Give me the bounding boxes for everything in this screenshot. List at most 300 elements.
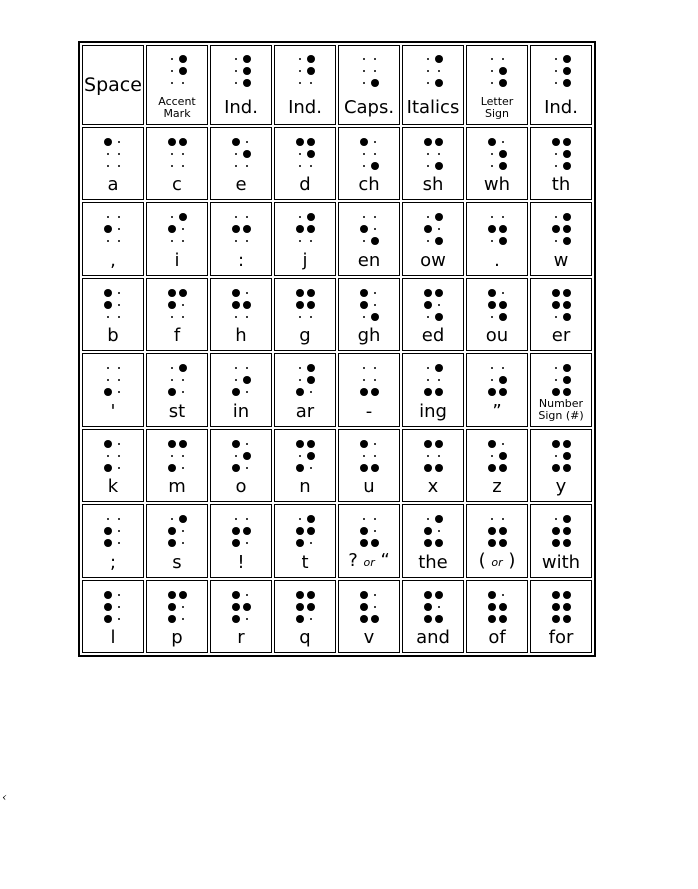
raised-dot xyxy=(433,77,444,89)
braille-cell xyxy=(466,580,528,653)
braille-dots xyxy=(422,513,444,549)
empty-dot xyxy=(230,235,241,247)
empty-dot xyxy=(241,211,252,223)
braille-label: x xyxy=(427,476,439,498)
braille-cell xyxy=(402,202,464,275)
raised-dot xyxy=(550,438,561,450)
raised-dot xyxy=(241,601,252,613)
braille-label: ? or “ xyxy=(348,549,390,571)
raised-dot xyxy=(177,287,188,299)
empty-dot xyxy=(497,589,508,601)
braille-label: e xyxy=(235,174,247,196)
raised-dot xyxy=(497,235,508,247)
raised-dot xyxy=(305,223,316,235)
raised-dot xyxy=(497,311,508,323)
stray-mark: ‹ xyxy=(2,790,7,804)
empty-dot xyxy=(177,374,188,386)
raised-dot xyxy=(561,223,572,235)
raised-dot xyxy=(230,589,241,601)
empty-dot xyxy=(113,223,124,235)
braille-cell xyxy=(274,202,336,275)
empty-dot xyxy=(422,160,433,172)
empty-dot xyxy=(177,223,188,235)
raised-dot xyxy=(166,299,177,311)
raised-dot xyxy=(422,601,433,613)
braille-label: Number Sign (#) xyxy=(538,396,584,422)
empty-dot xyxy=(177,386,188,398)
empty-dot xyxy=(166,374,177,386)
raised-dot xyxy=(166,462,177,474)
empty-dot xyxy=(113,148,124,160)
braille-cell xyxy=(402,278,464,351)
empty-dot xyxy=(166,65,177,77)
empty-dot xyxy=(294,65,305,77)
raised-dot xyxy=(369,77,380,89)
raised-dot xyxy=(358,613,369,625)
empty-dot xyxy=(433,299,444,311)
empty-dot xyxy=(294,148,305,160)
braille-dots xyxy=(102,438,124,474)
empty-dot xyxy=(550,148,561,160)
empty-dot xyxy=(369,374,380,386)
empty-dot xyxy=(177,613,188,625)
empty-dot xyxy=(486,362,497,374)
empty-dot xyxy=(369,53,380,65)
braille-dots xyxy=(486,438,508,474)
empty-dot xyxy=(486,77,497,89)
raised-dot xyxy=(166,438,177,450)
braille-dots xyxy=(230,438,252,474)
raised-dot xyxy=(497,223,508,235)
raised-dot xyxy=(102,613,113,625)
raised-dot xyxy=(166,601,177,613)
empty-dot xyxy=(102,211,113,223)
braille-label: k xyxy=(107,476,119,498)
braille-dots xyxy=(486,589,508,625)
braille-label: n xyxy=(299,476,311,498)
raised-dot xyxy=(497,148,508,160)
empty-dot xyxy=(113,613,124,625)
raised-dot xyxy=(166,589,177,601)
raised-dot xyxy=(369,311,380,323)
empty-dot xyxy=(113,235,124,247)
raised-dot xyxy=(177,53,188,65)
raised-dot xyxy=(422,438,433,450)
empty-dot xyxy=(166,450,177,462)
braille-dots xyxy=(166,136,188,172)
empty-dot xyxy=(294,211,305,223)
braille-dots xyxy=(230,513,252,549)
braille-label: ch xyxy=(358,174,380,196)
raised-dot xyxy=(433,513,444,525)
braille-cell xyxy=(146,504,208,577)
braille-cell xyxy=(338,127,400,200)
raised-dot xyxy=(230,223,241,235)
braille-dots xyxy=(358,287,380,323)
raised-dot xyxy=(241,525,252,537)
empty-dot xyxy=(102,513,113,525)
raised-dot xyxy=(550,299,561,311)
braille-dots xyxy=(294,136,316,172)
braille-dots xyxy=(422,438,444,474)
braille-cell xyxy=(338,429,400,502)
raised-dot xyxy=(561,513,572,525)
empty-dot xyxy=(550,235,561,247)
empty-dot xyxy=(550,374,561,386)
empty-dot xyxy=(550,65,561,77)
braille-label: the xyxy=(418,551,448,573)
braille-cell xyxy=(530,278,592,351)
empty-dot xyxy=(433,601,444,613)
braille-cell xyxy=(530,45,592,125)
raised-dot xyxy=(358,537,369,549)
empty-dot xyxy=(241,311,252,323)
braille-cell xyxy=(338,504,400,577)
raised-dot xyxy=(177,438,188,450)
raised-dot xyxy=(358,601,369,613)
empty-dot xyxy=(113,374,124,386)
braille-cell xyxy=(274,580,336,653)
raised-dot xyxy=(166,525,177,537)
raised-dot xyxy=(230,525,241,537)
raised-dot xyxy=(305,438,316,450)
braille-cell xyxy=(82,278,144,351)
braille-label: d xyxy=(299,174,311,196)
braille-dots xyxy=(422,589,444,625)
braille-label: ( or ) xyxy=(478,549,516,571)
empty-dot xyxy=(433,450,444,462)
braille-label: Italics xyxy=(406,97,460,118)
raised-dot xyxy=(294,537,305,549)
empty-dot xyxy=(433,65,444,77)
raised-dot xyxy=(358,223,369,235)
braille-cell xyxy=(146,353,208,426)
raised-dot xyxy=(294,299,305,311)
empty-dot xyxy=(113,462,124,474)
braille-cell xyxy=(530,580,592,653)
empty-dot xyxy=(113,362,124,374)
braille-dots xyxy=(358,136,380,172)
braille-cell xyxy=(338,278,400,351)
braille-dots xyxy=(486,362,508,398)
braille-label: en xyxy=(357,249,381,271)
empty-dot xyxy=(241,589,252,601)
braille-cell xyxy=(210,504,272,577)
braille-label: f xyxy=(173,325,181,347)
braille-cell xyxy=(146,45,208,125)
braille-label: : xyxy=(237,249,245,271)
raised-dot xyxy=(561,160,572,172)
braille-label: Ind. xyxy=(544,97,578,118)
raised-dot xyxy=(561,374,572,386)
empty-dot xyxy=(166,235,177,247)
raised-dot xyxy=(241,299,252,311)
empty-dot xyxy=(358,211,369,223)
raised-dot xyxy=(422,525,433,537)
raised-dot xyxy=(102,136,113,148)
braille-cell xyxy=(274,45,336,125)
empty-dot xyxy=(486,65,497,77)
braille-cell xyxy=(466,202,528,275)
raised-dot xyxy=(561,613,572,625)
empty-dot xyxy=(369,136,380,148)
raised-dot xyxy=(422,613,433,625)
braille-dots xyxy=(422,136,444,172)
raised-dot xyxy=(230,613,241,625)
raised-dot xyxy=(561,525,572,537)
braille-dots xyxy=(486,136,508,172)
empty-dot xyxy=(550,160,561,172)
braille-cell xyxy=(82,202,144,275)
braille-label: and xyxy=(416,627,450,648)
braille-cell xyxy=(530,127,592,200)
raised-dot xyxy=(102,438,113,450)
empty-dot xyxy=(241,287,252,299)
braille-label: c xyxy=(172,174,182,196)
empty-dot xyxy=(241,386,252,398)
raised-dot xyxy=(422,462,433,474)
braille-cell xyxy=(146,580,208,653)
braille-cell xyxy=(274,429,336,502)
braille-cell xyxy=(338,580,400,653)
empty-dot xyxy=(369,601,380,613)
empty-dot xyxy=(113,386,124,398)
raised-dot xyxy=(369,386,380,398)
raised-dot xyxy=(497,537,508,549)
empty-dot xyxy=(241,160,252,172)
raised-dot xyxy=(305,53,316,65)
raised-dot xyxy=(433,438,444,450)
empty-dot xyxy=(177,148,188,160)
braille-cell xyxy=(210,353,272,426)
braille-label: th xyxy=(551,174,571,196)
raised-dot xyxy=(230,537,241,549)
braille-cell xyxy=(82,580,144,653)
raised-dot xyxy=(550,287,561,299)
raised-dot xyxy=(561,362,572,374)
raised-dot xyxy=(497,160,508,172)
braille-label: gh xyxy=(357,325,381,347)
empty-dot xyxy=(113,211,124,223)
braille-dots xyxy=(102,513,124,549)
empty-dot xyxy=(497,438,508,450)
empty-dot xyxy=(433,223,444,235)
braille-label: wh xyxy=(483,174,511,196)
empty-dot xyxy=(177,462,188,474)
empty-dot xyxy=(230,211,241,223)
empty-dot xyxy=(550,513,561,525)
raised-dot xyxy=(433,386,444,398)
empty-dot xyxy=(486,235,497,247)
braille-cell xyxy=(210,278,272,351)
empty-dot xyxy=(113,513,124,525)
braille-dots xyxy=(230,136,252,172)
braille-dots xyxy=(358,438,380,474)
empty-dot xyxy=(166,77,177,89)
raised-dot xyxy=(561,211,572,223)
braille-cell xyxy=(82,353,144,426)
empty-dot xyxy=(241,462,252,474)
braille-label: q xyxy=(299,627,311,648)
raised-dot xyxy=(561,450,572,462)
empty-dot xyxy=(177,601,188,613)
raised-dot xyxy=(230,287,241,299)
empty-dot xyxy=(177,450,188,462)
braille-cell xyxy=(466,429,528,502)
raised-dot xyxy=(294,287,305,299)
braille-cell xyxy=(402,504,464,577)
raised-dot xyxy=(177,362,188,374)
empty-dot xyxy=(230,450,241,462)
braille-dots xyxy=(486,211,508,247)
braille-cell xyxy=(530,202,592,275)
raised-dot xyxy=(561,287,572,299)
braille-dots xyxy=(230,53,252,89)
braille-label: i xyxy=(174,249,180,271)
raised-dot xyxy=(294,589,305,601)
braille-label: z xyxy=(492,476,502,498)
empty-dot xyxy=(102,374,113,386)
braille-dots xyxy=(294,53,316,89)
raised-dot xyxy=(561,462,572,474)
empty-dot xyxy=(486,211,497,223)
braille-dots xyxy=(294,362,316,398)
braille-dots xyxy=(358,362,380,398)
braille-dots xyxy=(230,287,252,323)
raised-dot xyxy=(102,537,113,549)
empty-dot xyxy=(102,450,113,462)
empty-dot xyxy=(166,211,177,223)
braille-dots xyxy=(294,513,316,549)
raised-dot xyxy=(305,374,316,386)
empty-dot xyxy=(305,235,316,247)
braille-label: st xyxy=(168,400,186,422)
raised-dot xyxy=(102,462,113,474)
braille-dots xyxy=(550,136,572,172)
empty-dot xyxy=(294,513,305,525)
raised-dot xyxy=(294,438,305,450)
raised-dot xyxy=(241,223,252,235)
braille-cell xyxy=(466,45,528,125)
braille-cell xyxy=(402,580,464,653)
raised-dot xyxy=(561,148,572,160)
empty-dot xyxy=(241,513,252,525)
empty-dot xyxy=(369,65,380,77)
raised-dot xyxy=(305,525,316,537)
empty-dot xyxy=(305,386,316,398)
raised-dot xyxy=(369,613,380,625)
braille-label: b xyxy=(107,325,119,347)
empty-dot xyxy=(113,287,124,299)
empty-dot xyxy=(294,235,305,247)
braille-label: t xyxy=(301,551,309,573)
raised-dot xyxy=(433,53,444,65)
braille-dots xyxy=(166,589,188,625)
empty-dot xyxy=(486,311,497,323)
empty-dot xyxy=(294,77,305,89)
empty-dot xyxy=(358,513,369,525)
raised-dot xyxy=(177,65,188,77)
braille-dots xyxy=(230,362,252,398)
braille-label: ing xyxy=(419,400,447,422)
raised-dot xyxy=(486,223,497,235)
braille-label: for xyxy=(548,627,574,648)
empty-dot xyxy=(422,211,433,223)
raised-dot xyxy=(230,462,241,474)
empty-dot xyxy=(433,374,444,386)
raised-dot xyxy=(422,299,433,311)
braille-cell xyxy=(210,580,272,653)
raised-dot xyxy=(497,450,508,462)
braille-dots xyxy=(102,362,124,398)
raised-dot xyxy=(497,65,508,77)
raised-dot xyxy=(486,299,497,311)
empty-dot xyxy=(497,211,508,223)
raised-dot xyxy=(486,537,497,549)
empty-dot xyxy=(241,537,252,549)
empty-dot xyxy=(422,77,433,89)
braille-label: ” xyxy=(492,400,502,422)
empty-dot xyxy=(230,311,241,323)
raised-dot xyxy=(486,386,497,398)
empty-dot xyxy=(497,136,508,148)
braille-dots xyxy=(486,287,508,323)
raised-dot xyxy=(561,136,572,148)
braille-label: sh xyxy=(422,174,444,196)
raised-dot xyxy=(497,299,508,311)
raised-dot xyxy=(358,287,369,299)
raised-dot xyxy=(486,462,497,474)
braille-cell xyxy=(338,202,400,275)
raised-dot xyxy=(497,462,508,474)
raised-dot xyxy=(294,386,305,398)
raised-dot xyxy=(497,613,508,625)
raised-dot xyxy=(369,160,380,172)
empty-dot xyxy=(113,601,124,613)
braille-cell xyxy=(146,278,208,351)
braille-label: h xyxy=(235,325,247,347)
braille-dots xyxy=(294,438,316,474)
braille-dots xyxy=(550,362,572,398)
empty-dot xyxy=(550,362,561,374)
raised-dot xyxy=(422,287,433,299)
raised-dot xyxy=(550,589,561,601)
raised-dot xyxy=(497,525,508,537)
empty-dot xyxy=(305,537,316,549)
raised-dot xyxy=(433,136,444,148)
raised-dot xyxy=(230,438,241,450)
raised-dot xyxy=(433,462,444,474)
empty-dot xyxy=(358,77,369,89)
braille-cell xyxy=(530,504,592,577)
raised-dot xyxy=(550,136,561,148)
empty-dot xyxy=(550,53,561,65)
empty-dot xyxy=(422,362,433,374)
braille-label: ! xyxy=(237,551,245,573)
raised-dot xyxy=(177,589,188,601)
raised-dot xyxy=(166,386,177,398)
braille-label: Space xyxy=(84,74,142,96)
empty-dot xyxy=(369,589,380,601)
empty-dot xyxy=(358,65,369,77)
raised-dot xyxy=(166,287,177,299)
braille-dots xyxy=(294,211,316,247)
braille-cell xyxy=(466,504,528,577)
raised-dot xyxy=(166,136,177,148)
raised-dot xyxy=(433,613,444,625)
braille-dots xyxy=(230,211,252,247)
braille-label: ar xyxy=(295,400,315,422)
